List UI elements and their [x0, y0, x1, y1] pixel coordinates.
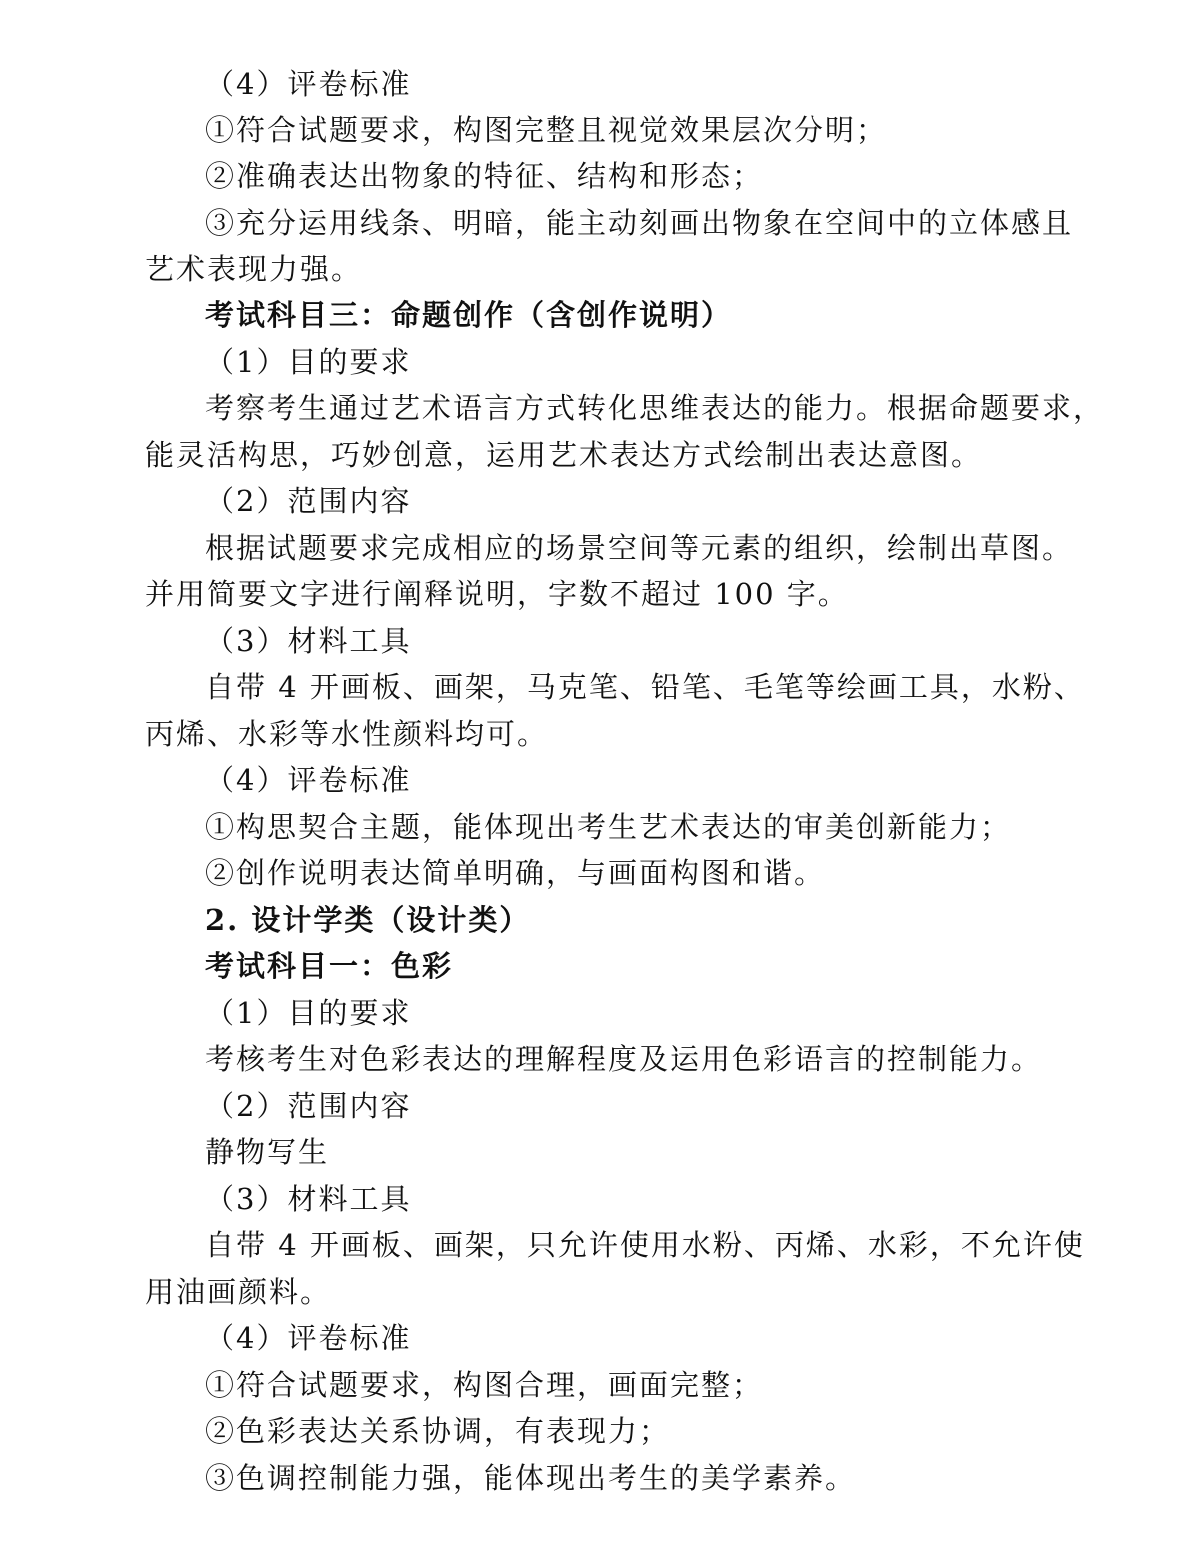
paragraph-line: 能灵活构思，巧妙创意，运用艺术表达方式绘制出表达意图。	[145, 438, 983, 472]
paragraph-line: 艺术表现力强。	[145, 252, 363, 286]
paragraph-line: ①符合试题要求，构图完整且视觉效果层次分明；	[205, 113, 888, 147]
paragraph-line: 静物写生	[205, 1135, 330, 1169]
paragraph-line: 考察考生通过艺术语言方式转化思维表达的能力。根据命题要求，	[205, 391, 1105, 425]
sub-heading-grading-criteria: （4）评卷标准	[205, 67, 412, 101]
paragraph-line: ②色彩表达关系协调，有表现力；	[205, 1414, 671, 1448]
paragraph-line: ③色调控制能力强，能体现出考生的美学素养。	[205, 1461, 857, 1495]
paragraph-line: 自带 4 开画板、画架，马克笔、铅笔、毛笔等绘画工具，水粉、	[205, 670, 1085, 704]
paragraph-line: ①构思契合主题，能体现出考生艺术表达的审美创新能力；	[205, 810, 1012, 844]
sub-heading-grading-criteria: （4）评卷标准	[205, 763, 412, 797]
section-heading-subject-one: 考试科目一：色彩	[205, 949, 454, 983]
section-heading-design: 2. 设计学类（设计类）	[205, 903, 531, 937]
sub-heading-scope: （2）范围内容	[205, 484, 412, 518]
paragraph-line: 丙烯、水彩等水性颜料均可。	[145, 717, 549, 751]
paragraph-line: ②准确表达出物象的特征、结构和形态；	[205, 159, 764, 193]
section-heading-subject-three: 考试科目三：命题创作（含创作说明）	[205, 298, 733, 332]
sub-heading-objectives: （1）目的要求	[205, 345, 412, 379]
sub-heading-materials: （3）材料工具	[205, 1182, 412, 1216]
sub-heading-objectives: （1）目的要求	[205, 996, 412, 1030]
sub-heading-grading-criteria: （4）评卷标准	[205, 1321, 412, 1355]
paragraph-line: 用油画颜料。	[145, 1275, 332, 1309]
sub-heading-materials: （3）材料工具	[205, 624, 412, 658]
paragraph-line: 根据试题要求完成相应的场景空间等元素的组织，绘制出草图。	[205, 531, 1074, 565]
paragraph-line: 并用简要文字进行阐释说明，字数不超过 100 字。	[145, 577, 849, 611]
paragraph-line: 考核考生对色彩表达的理解程度及运用色彩语言的控制能力。	[205, 1042, 1043, 1076]
paragraph-line: ①符合试题要求，构图合理，画面完整；	[205, 1368, 764, 1402]
paragraph-line: ②创作说明表达简单明确，与画面构图和谐。	[205, 856, 826, 890]
sub-heading-scope: （2）范围内容	[205, 1089, 412, 1123]
paragraph-line: 自带 4 开画板、画架，只允许使用水粉、丙烯、水彩，不允许使	[205, 1228, 1085, 1262]
paragraph-line: ③充分运用线条、明暗，能主动刻画出物象在空间中的立体感且	[205, 206, 1074, 240]
